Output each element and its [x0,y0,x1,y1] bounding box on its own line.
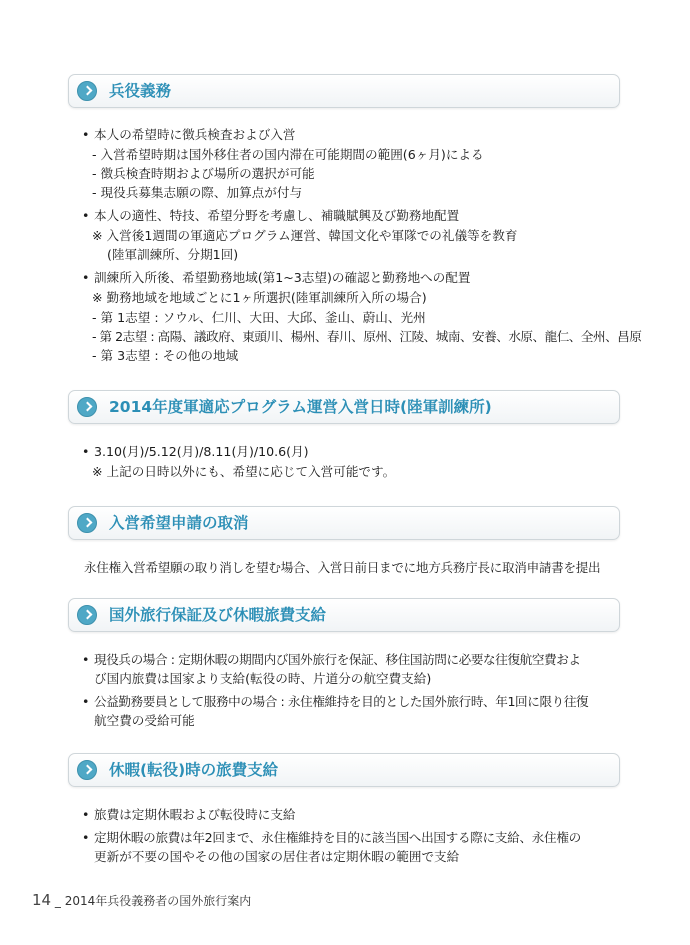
sub-item: - 第 3志望 : その他の地域 [92,348,239,363]
section-title: 国外旅行保証及び休暇旅費支給 [109,606,327,624]
list-item: • 訓練所入所後、希望勤務地域(第1~3志望)の確認と勤務地への配置 [94,269,470,287]
sub-item: - 徴兵検査時期および場所の選択が可能 [92,166,315,181]
note: ※ 入営後1週間の軍適応プログラム運営、韓国文化や軍隊での礼儀等を教育 [92,228,518,243]
list-item-continuation: び国内旅費は国家より支給(転役の時、片道分の航空費支給) [94,671,432,686]
sub-item: - 第 2志望 : 高陽、議政府、東頭川、楊州、春川、原州、江陵、城南、安養、水原、龍仁、全州、昌原 [92,329,642,344]
list-item-continuation: 更新が不要の国やその他の国家の居住者は定期休暇の範囲で支給 [94,849,460,864]
sub-item: - 第 1志望 : ソウル、仁川、大田、大邱、釜山、蔚山、光州 [92,310,426,325]
section-header-cancellation [68,506,620,540]
chevron-right-circle-icon [77,513,97,533]
footer-separator: _ [54,894,61,908]
list-item: • 旅費は定期休暇および転役時に支給 [94,806,296,824]
section-header-entry-dates [68,390,620,424]
section-title: 2014年度軍適応プログラム運営入営日時(陸軍訓練所) [109,398,492,416]
chevron-right-circle-icon [77,81,97,101]
section-title: 兵役義務 [109,82,172,100]
note: ※ 上記の日時以外にも、希望に応じて入営可能です。 [92,464,396,479]
note: (陸軍訓練所、分期1回) [107,247,239,262]
list-item: • 現役兵の場合 : 定期休暇の期間内び国外旅行を保証、移住国訪問に必要な往復航空費およ [94,651,581,669]
footer-title: 2014年兵役義務者の国外旅行案内 [64,894,252,908]
note: ※ 勤務地域を地域ごとに1ヶ所選択(陸軍訓練所入所の場合) [92,290,427,305]
page-number: 14 [32,891,52,909]
list-item: • 定期休暇の旅費は年2回まで、永住権維持を目的に該当国へ出国する際に支給、永住権の [94,829,581,847]
list-item: • 本人の希望時に徴兵検査および入営 [94,126,296,144]
paragraph: 永住権入営希望願の取り消しを望む場合、入営日前日までに地方兵務庁長に取消申請書を提出 [84,560,601,575]
chevron-right-circle-icon [77,760,97,780]
page-footer [32,891,251,909]
sub-item: - 現役兵募集志願の際、加算点が付与 [92,185,303,200]
list-item: • 3.10(月)/5.12(月)/8.11(月)/10.6(月) [94,443,309,461]
list-item: • 本人の適性、特技、希望分野を考慮し、補職賦興及び勤務地配置 [94,207,459,225]
chevron-right-circle-icon [77,397,97,417]
sub-item: - 入営希望時期は国外移住者の国内滞在可能期間の範囲(6ヶ月)による [92,147,484,162]
chevron-right-circle-icon [77,605,97,625]
section-title: 休暇(転役)時の旅費支給 [109,761,279,779]
list-item-continuation: 航空費の受給可能 [94,713,195,728]
section-header-travel-guarantee [68,598,620,632]
section-header-leave-travel [68,753,620,787]
section-header-military-duty [68,74,620,108]
section-title: 入営希望申請の取消 [109,514,249,532]
list-item: • 公益勤務要員として服務中の場合 : 永住権維持を目的とした国外旅行時、年1回に限り往復 [94,693,588,711]
